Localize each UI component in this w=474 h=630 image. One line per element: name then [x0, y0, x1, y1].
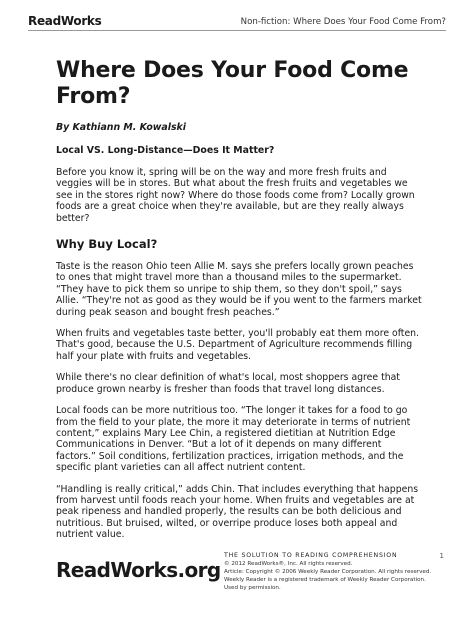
paragraph-5: “Handling is really critical,” adds Chin. That includes everything that happens from harvest until foods reach your home. When fruits and vegetables are at peak ripeness and handled properly, the results can be both delicious and nutritious. But bruised, wilted, or overripe produce loses both appeal and nutrient value. — [56, 483, 419, 541]
page-header — [28, 8, 446, 31]
footer-tagline: THE SOLUTION TO READING COMPREHENSION — [224, 552, 398, 559]
page-number: 1 — [439, 552, 444, 560]
article-title: Where Does Your Food Come From? — [56, 58, 409, 109]
footer-logo: ReadWorks.org — [56, 558, 221, 582]
section-heading: Why Buy Local? — [56, 237, 158, 252]
page-footer — [56, 552, 436, 622]
article-body — [56, 58, 424, 541]
footer-trademark: Weekly Reader is a registered trademark of Weekly Reader Corporation. — [224, 577, 426, 583]
article-byline: By Kathiann M. Kowalski — [56, 122, 186, 133]
footer-article-copyright: Article: Copyright © 2006 Weekly Reader Corporation. All rights reserved. — [224, 569, 432, 575]
footer-copyright: © 2012 ReadWorks®, Inc. All rights reserved. — [224, 561, 353, 567]
paragraph-3: While there's no clear definition of what's local, most shoppers agree that produce grown nearby is fresher than foods that travel long distances. — [56, 372, 400, 395]
header-brand: ReadWorks — [28, 14, 102, 28]
intro-paragraph: Before you know it, spring will be on the way and more fresh fruits and veggies will be in stores. But what about the fresh fruits and vegetables we see in the stores right now? Where do those foods come from? Locally grown foods are a great choice when they're available, but are they really always better? — [56, 167, 415, 224]
footer-permission: Used by permission. — [224, 585, 281, 591]
article-subheading: Local VS. Long-Distance—Does It Matter? — [56, 145, 275, 156]
footer-info — [224, 552, 431, 592]
paragraph-2: When fruits and vegetables taste better, you'll probably eat them more often. That's good, because the U.S. Department of Agriculture recommends filling half your plate with fruits and vegetables. — [56, 328, 420, 362]
paragraph-1: Taste is the reason Ohio teen Allie M. says she prefers locally grown peaches to ones that might travel more than a thousand miles to the supermarket. “They have to pick them so unripe to ship them, so they don't spoil,” says Allie. “They're not as good as they would be if you went to the farmers market during peak season and bought fresh peaches.” — [56, 261, 422, 318]
paragraph-4: Local foods can be more nutritious too. “The longer it takes for a food to go from the field to your plate, the more it may deteriorate in terms of nutrient content,” explains Mary Lee Chin, a registered dietitian at Nutrition Edge Communications in Denver. “But a lot of it depends on many different factors.” Soil conditions, fertilization practices, irrigation methods, and the specific plant varieties can all affect nutrient content. — [56, 405, 411, 474]
header-document-title: Non-fiction: Where Does Your Food Come From? — [240, 17, 446, 27]
